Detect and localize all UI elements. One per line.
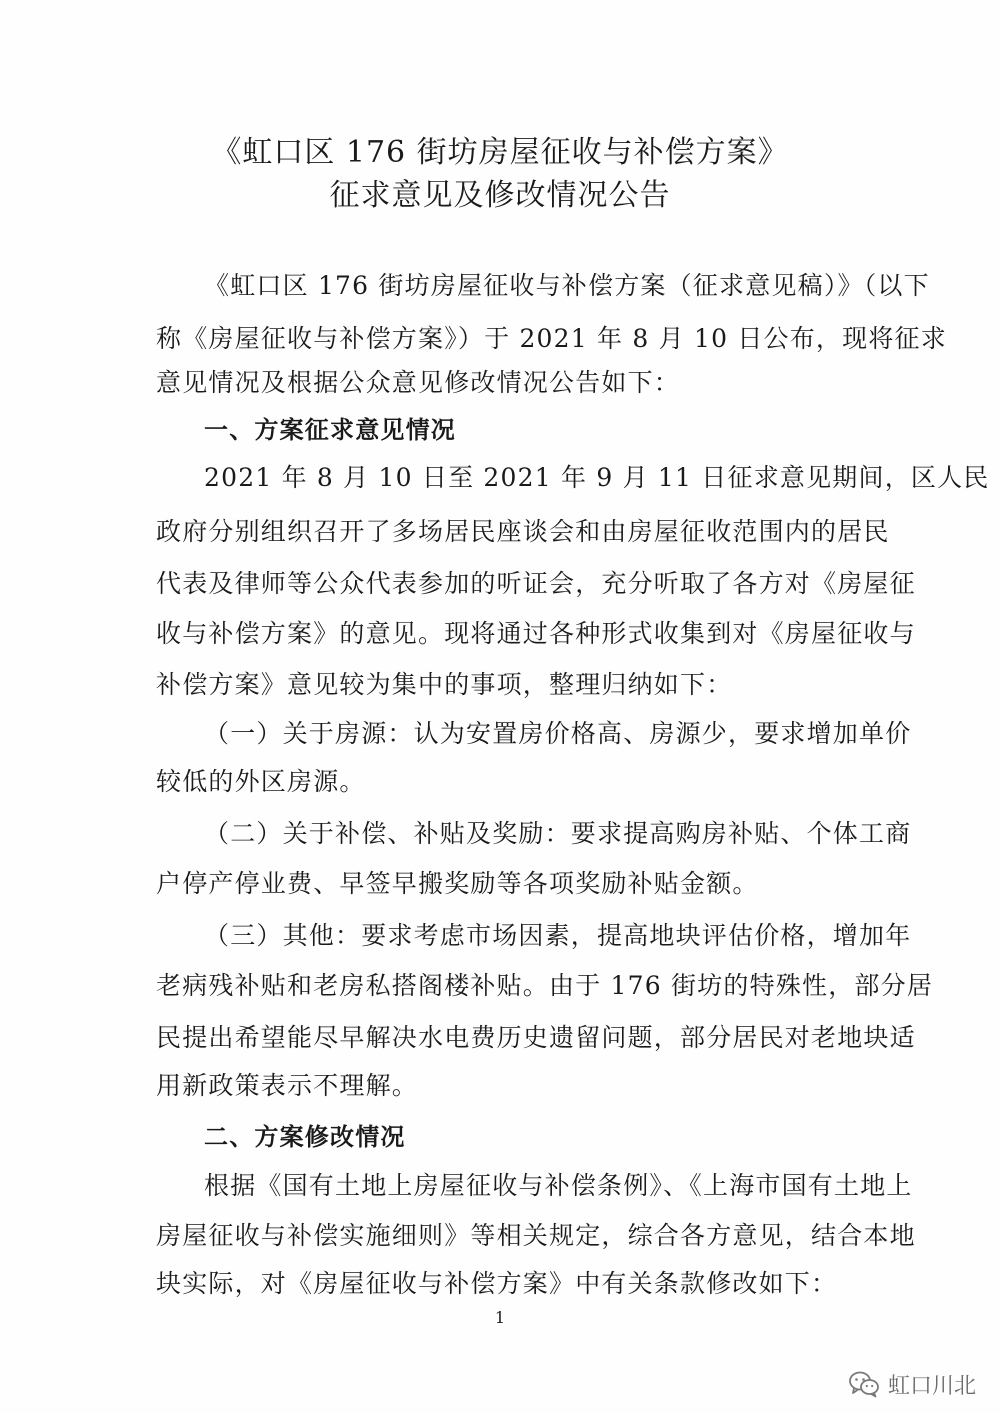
paragraph-line: 代表及律师等公众代表参加的听证会，充分听取了各方对《房屋征 (156, 569, 916, 598)
section-heading-2: 二、方案修改情况 (204, 1123, 406, 1151)
paragraph-line: 政府分别组织召开了多场居民座谈会和由房屋征收范围内的居民 (156, 517, 890, 546)
paragraph-line: 意见情况及根据公众意见修改情况公告如下： (156, 368, 681, 397)
list-item-1-line: （一）关于房源：认为安置房价格高、房源少，要求增加单价 (204, 719, 912, 748)
document-title-line-2: 征求意见及修改情况公告 (329, 178, 671, 213)
list-item-1-line: 较低的外区房源。 (156, 767, 366, 796)
list-item-3-line: 用新政策表示不理解。 (156, 1071, 419, 1100)
paragraph-line: 《虹口区 176 街坊房屋征收与补偿方案（征求意见稿）》（以下 (204, 271, 930, 300)
list-item-2-line: 户停产停业费、早签早搬奖励等各项奖励补贴金额。 (156, 869, 759, 898)
watermark-text: 虹口川北 (887, 1373, 976, 1399)
paragraph-line: 块实际，对《房屋征收与补偿方案》中有关条款修改如下： (156, 1269, 838, 1298)
paragraph-line: 根据《国有土地上房屋征收与补偿条例》、《上海市国有土地上 (204, 1171, 913, 1200)
list-item-3-line: 民提出希望能尽早解决水电费历史遗留问题，部分居民对老地块适 (156, 1023, 916, 1052)
account-watermark (848, 1368, 976, 1400)
page-number: 1 (494, 1308, 506, 1327)
paragraph-line: 收与补偿方案》的意见。现将通过各种形式收集到对《房屋征收与 (156, 619, 916, 648)
list-item-2-line: （二）关于补偿、补贴及奖励：要求提高购房补贴、个体工商 (204, 819, 912, 848)
paragraph-line: 补偿方案》意见较为集中的事项，整理归纳如下： (156, 670, 733, 699)
wechat-icon (848, 1370, 880, 1398)
list-item-3-line: 老病残补贴和老房私搭阁楼补贴。由于 176 街坊的特殊性，部分居 (156, 971, 934, 1000)
list-item-3-line: （三）其他：要求考虑市场因素，提高地块评估价格，增加年 (204, 921, 912, 950)
paragraph-line: 称《房屋征收与补偿方案》）于 2021 年 8 月 10 日公布，现将征求 (156, 324, 947, 353)
paragraph-line: 房屋征收与补偿实施细则》等相关规定，综合各方意见，结合本地 (156, 1221, 916, 1250)
document-title-line-1: 《虹口区 176 街坊房屋征收与补偿方案》 (211, 135, 789, 170)
paragraph-line: 2021 年 8 月 10 日至 2021 年 9 月 11 日征求意见期间，区人民 (204, 463, 990, 492)
section-heading-1: 一、方案征求意见情况 (204, 416, 456, 444)
